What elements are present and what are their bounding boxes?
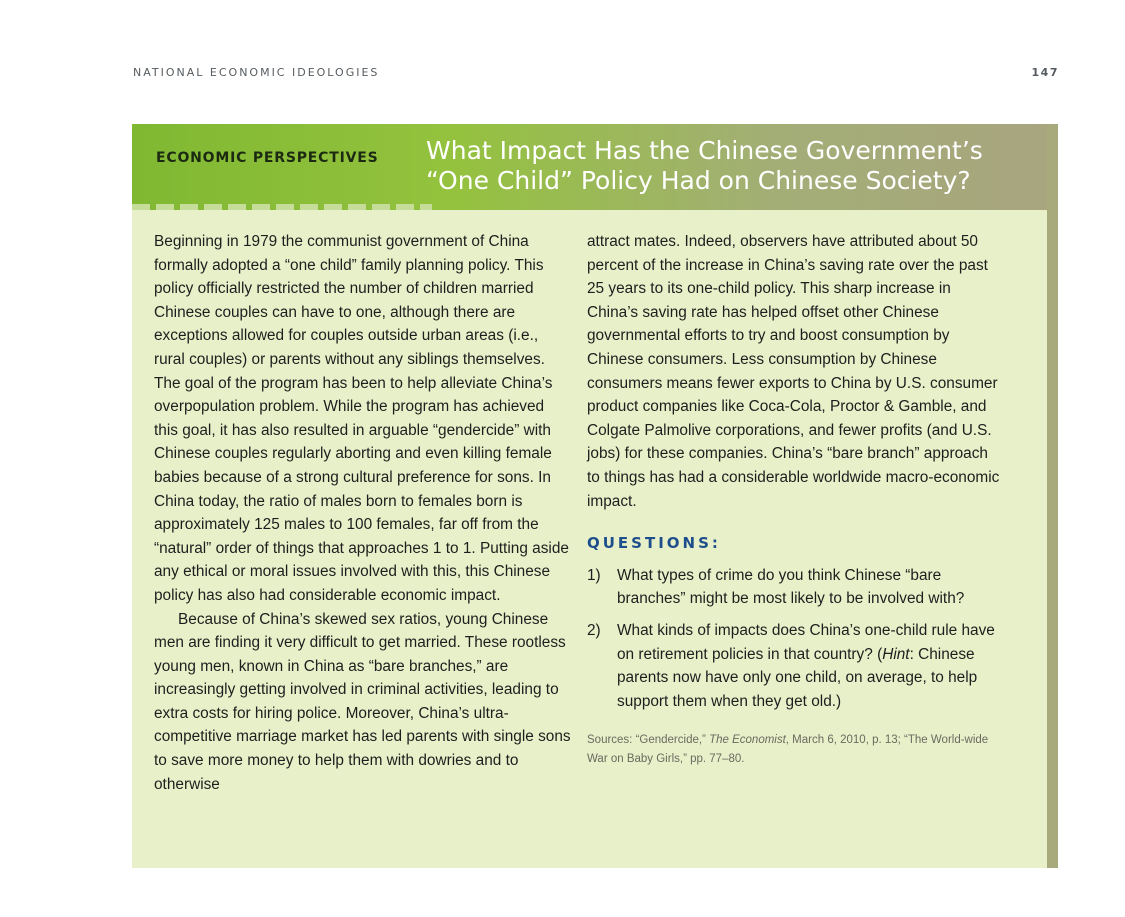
right-column — [587, 230, 1002, 769]
body-paragraph-3: attract mates. Indeed, observers have attributed about 50 percent of the increase in China’s saving rate over the past 25 years to its one-child policy. This sharp increase in China’s saving rate has helped offset other Chinese governmental efforts to try and boost consumption by Chinese consumers. Less consumption by Chinese consumers means fewer exports to China by U.S. consumer product companies like Coca-Cola, Proctor & Gamble, and Colgate Palmolive corporations, and fewer profits (and U.S. jobs) for these companies. China’s “bare branch” approach to things has had a considerable worldwide macro-economic impact. — [587, 233, 1000, 510]
question-2 — [587, 619, 1002, 713]
sources-part: , March 6, 2010, p. 13; “The World-wide War on Baby Girls,” pp. 77–80. — [587, 734, 989, 766]
banner-title-line-2: “One Child” Policy Had on Chinese Society? — [426, 166, 971, 195]
questions-heading: QUESTIONS: — [587, 534, 721, 553]
question-text-part: : Chinese parents now have only one child, on average, to help support them when they get old.) — [617, 645, 978, 710]
running-head: NATIONAL ECONOMIC IDEOLOGIES — [133, 66, 380, 79]
body-paragraph-2: Because of China’s skewed sex ratios, young Chinese men are finding it very difficult to get married. These rootless young men, known in China as “bare branches,” are increasingly getting involved in criminal activities, leading to extra costs for hiring police. Moreover, China’s ultra-competitive marriage market has led parents with single sons to save more money to help them with dowries and to otherwise — [154, 610, 571, 793]
banner-title-line-1: What Impact Has the Chinese Government’s — [426, 136, 983, 165]
question-text — [617, 619, 1002, 713]
right-rule — [1047, 124, 1058, 868]
banner — [132, 124, 1047, 210]
question-text-part: What kinds of impacts does China’s one-child rule have on retirement policies in that country? ( — [617, 621, 995, 663]
sources-publication: The Economist — [709, 734, 786, 747]
page-number: 147 — [1031, 66, 1059, 79]
question-text: What types of crime do you think Chinese “bare branches” might be most likely to be involved with? — [617, 566, 965, 608]
hint-word: Hint — [882, 645, 910, 663]
question-number: 1) — [587, 566, 601, 584]
left-column — [154, 230, 572, 796]
body-paragraph-1: Beginning in 1979 the communist government of China formally adopted a “one child” family planning policy. This policy officially restricted the number of children married Chinese couples can have to one, although there are exceptions allowed for couples outside urban areas (i.e., rural couples) or parents without any siblings themselves. The goal of the program has been to help alleviate China’s overpopulation problem. While the program has achieved this goal, it has also resulted in arguable “gendercide” with Chinese couples regularly aborting and even killing female babies because of a strong cultural preference for sons. In China today, the ratio of males born to females born is approximately 125 males to 100 females, far off from the “natural” order of things that approaches 1 to 1. Putting aside any ethical or moral issues involved with this, this Chinese policy has also had considerable economic impact. — [154, 233, 569, 604]
decorative-dashes — [132, 204, 432, 210]
perspective-box — [132, 124, 1058, 868]
question-number: 2) — [587, 621, 601, 639]
sources-part: Sources: “Gendercide,” — [587, 734, 710, 747]
banner-label: ECONOMIC PERSPECTIVES — [156, 150, 379, 166]
banner-title — [426, 136, 1041, 196]
question-1 — [587, 564, 1002, 611]
sources-note — [587, 731, 1002, 769]
